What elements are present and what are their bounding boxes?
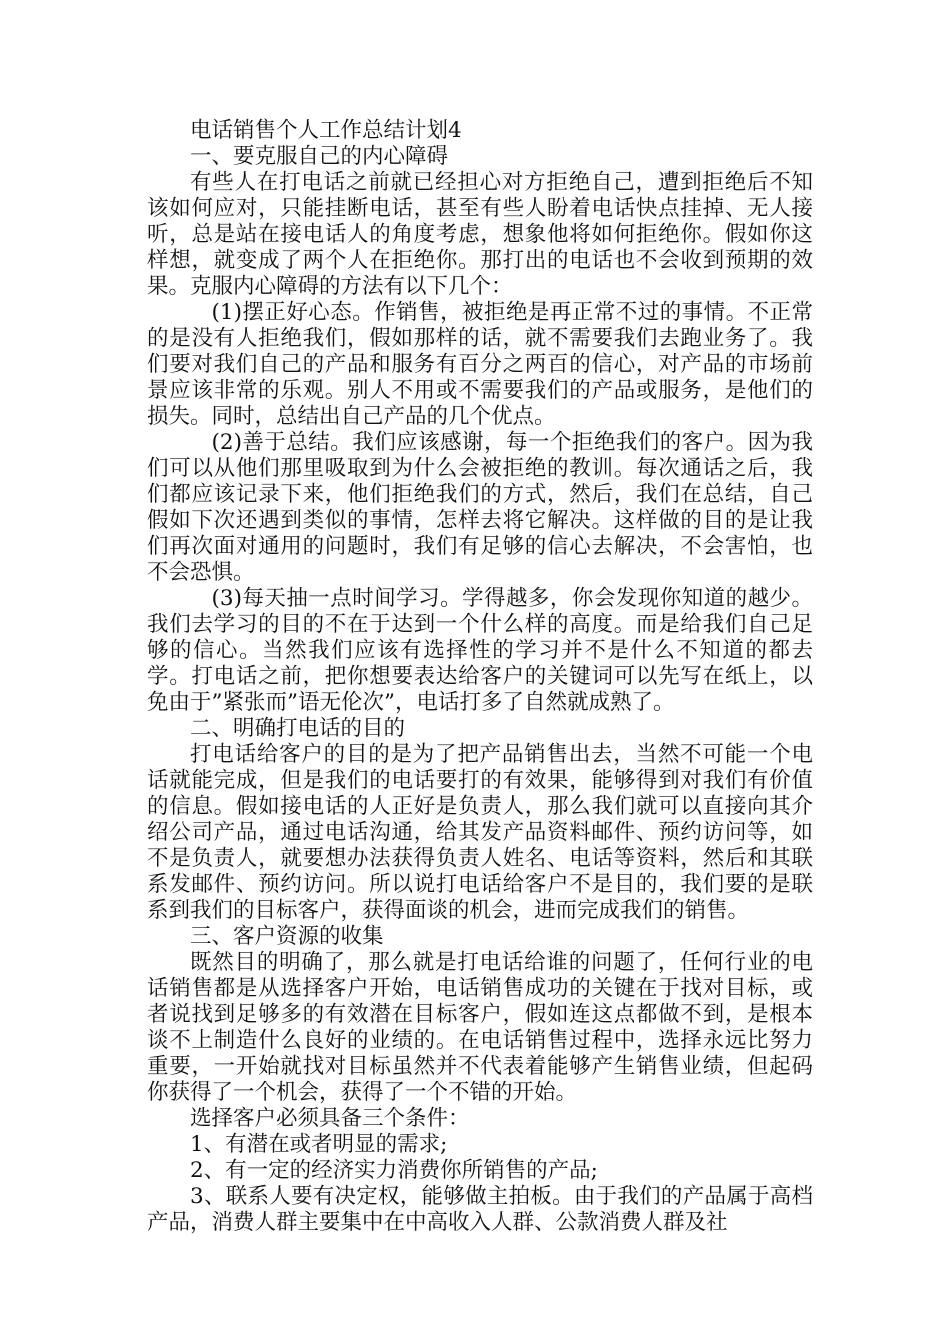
paragraph: 选择客户必须具备三个条件：: [190, 1106, 470, 1131]
paragraph: 既然目的明确了，那么就是打电话给谁的问题了，任何行业的电话销售都是从选择客户开始，电话销售成功的关键在于找对目标，或者说找到足够多的有效潜在目标客户，假如连这点都做不到，是根本谈不上制造什么良好的业绩的。在电话销售过程中，选择永远比努力重要，一开始就找对目标虽然并不代表着能够产生销售业绩，但起码你获得了一个机会，获得了一个不错的开始。: [147, 950, 813, 1105]
sub-paragraph-3: (3)每天抽一点时间学习。学得越多，你会发现你知道的越少。我们去学习的目的不在于达到一个什么样的高度。而是给我们自己足够的信心。当然我们应该有选择性的学习并不是什么不知道的都去学。打电话之前，把你想要表达给客户的关键词可以先写在纸上，以免由于”紧张而”语无伦次”，电话打多了自然就成熟了。: [147, 586, 813, 715]
list-item: 3、联系人要有决定权，能够做主拍板。由于我们的产品属于高档产品，消费人群主要集中在中高收入人群、公款消费人群及社: [147, 1184, 813, 1235]
list-item: 2、有一定的经济实力消费你所销售的产品;: [190, 1158, 598, 1183]
section-heading-2: 二、明确打电话的目的: [190, 716, 406, 741]
document-page: [147, 118, 813, 1236]
sub-paragraph-2: (2)善于总结。我们应该感谢，每一个拒绝我们的客户。因为我们可以从他们那里吸取到为什么会被拒绝的教训。每次通话之后，我们都应该记录下来，他们拒绝我们的方式，然后，我们在总结，自己假如下次还遇到类似的事情，怎样去将它解决。这样做的目的是让我们再次面对通用的问题时，我们有足够的信心去解决，不会害怕，也不会恐惧。: [147, 430, 813, 585]
section-heading-1: 一、要克服自己的内心障碍: [190, 144, 449, 169]
paragraph: 打电话给客户的目的是为了把产品销售出去，当然不可能一个电话就能完成，但是我们的电话要打的有效果，能够得到对我们有价值的信息。假如接电话的人正好是负责人，那么我们就可以直接向其介绍公司产品，通过电话沟通，给其发产品资料邮件、预约访问等，如不是负责人，就要想办法获得负责人姓名、电话等资料，然后和其联系发邮件、预约访问。所以说打电话给客户不是目的，我们要的是联系到我们的目标客户，获得面谈的机会，进而完成我们的销售。: [147, 742, 813, 923]
paragraph: 有些人在打电话之前就已经担心对方拒绝自己，遭到拒绝后不知该如何应对，只能挂断电话，甚至有些人盼着电话快点挂掉、无人接听，总是站在接电话人的角度考虑，想象他将如何拒绝你。假如你这样想，就变成了两个人在拒绝你。那打出的电话也不会收到预期的效果。克服内心障碍的方法有以下几个：: [147, 170, 813, 299]
sub-paragraph-1: (1)摆正好心态。作销售，被拒绝是再正常不过的事情。不正常的是没有人拒绝我们，假如那样的话，就不需要我们去跑业务了。我们要对我们自己的产品和服务有百分之两百的信心，对产品的市场前景应该非常的乐观。别人不用或不需要我们的产品或服务，是他们的损失。同时，总结出自己产品的几个优点。: [147, 300, 813, 429]
section-heading-3: 三、客户资源的收集: [190, 924, 384, 949]
document-title: 电话销售个人工作总结计划4: [190, 118, 462, 143]
list-item: 1、有潜在或者明显的需求;: [190, 1132, 448, 1157]
